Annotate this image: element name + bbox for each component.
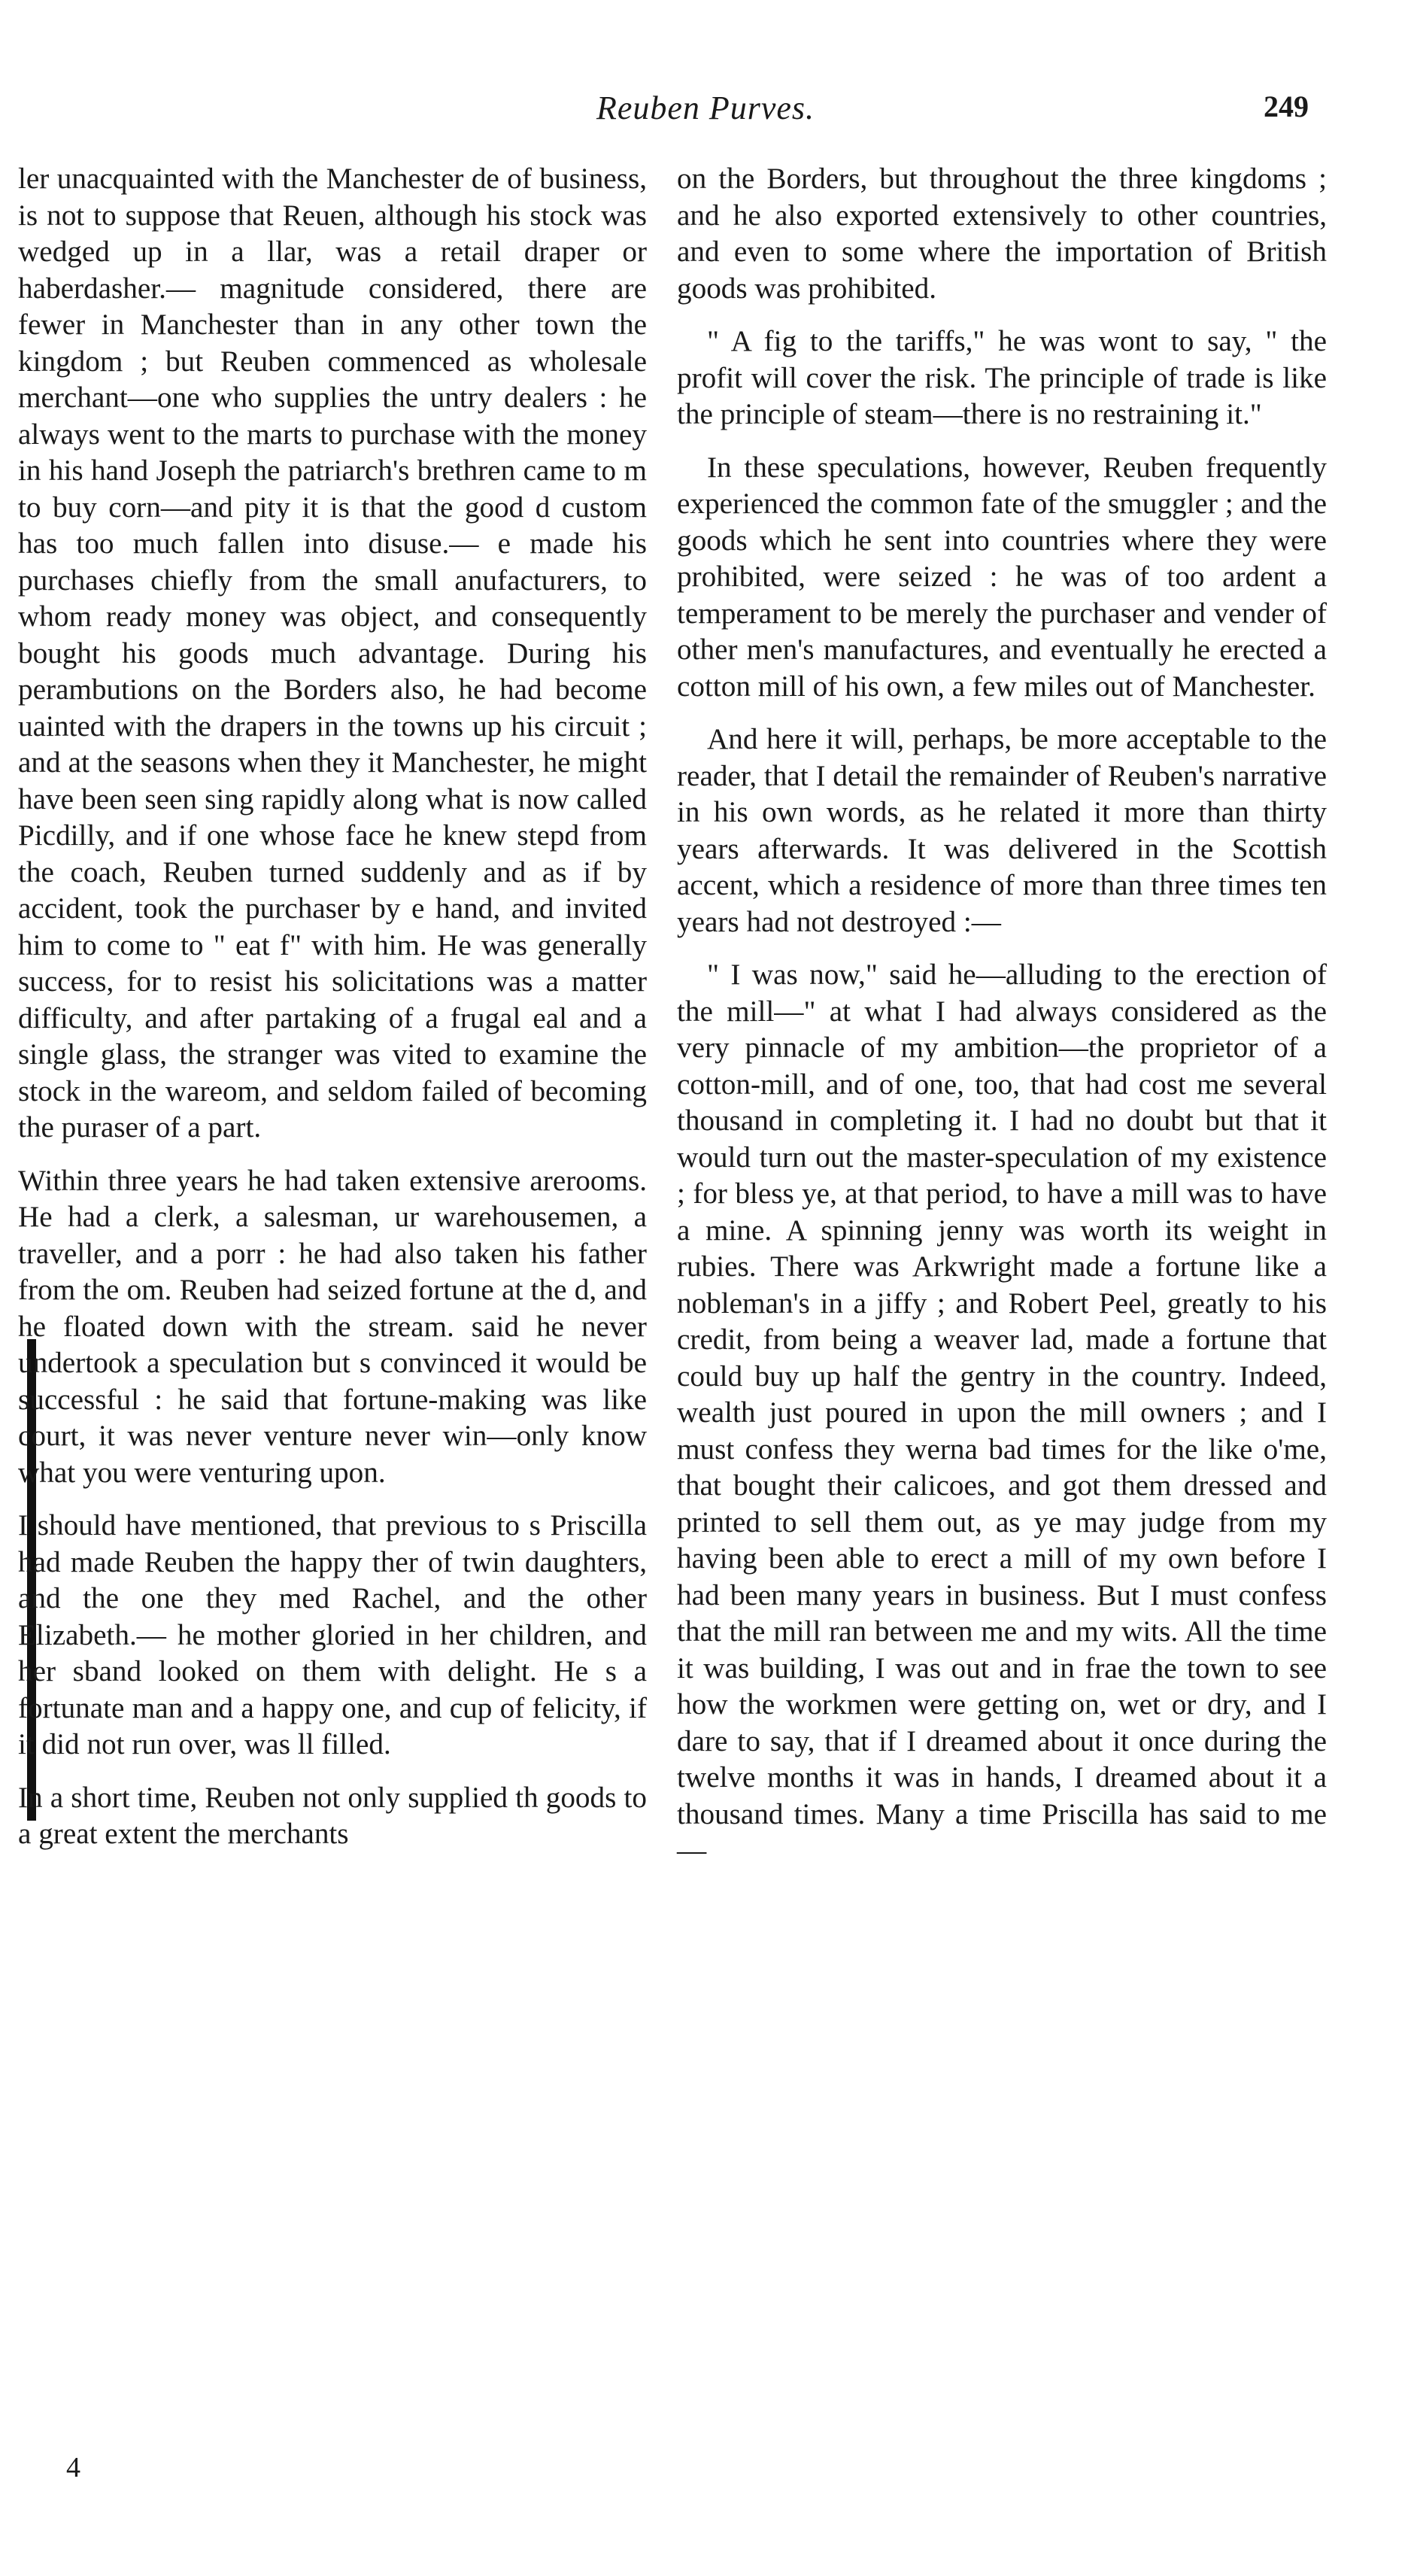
left-paragraph-1: ler unacquainted with the Manchester de of business, is not to suppose that Reuen, although his stock was wedged up in a llar, was a retail draper or haberdasher.— magnitude considered, there are fewer in Manchester than in any other town the kingdom ; but Reuben commenced as wholesale merchant—one who supplies the untry dealers : he always went to the marts to purchase with the money in his hand Joseph the patriarch's brethren came to m to buy corn—and pity it is that the good d custom has too much fallen into disuse.— e made his purchases chiefly from the small anufacturers, to whom ready money was object, and consequently bought his goods much advantage. During his perambutions on the Borders also, he had become uainted with the drapers in the towns up his circuit ; and at the seasons when they it Manchester, he might have been seen sing rapidly along what is now called Picdilly, and if one whose face he knew stepd from the coach, Reuben turned suddenly and as if by accident, took the purchaser by e hand, and invited him to come to " eat f" with him. He was generally success, for to resist his solicitations was a matter difficulty, and after partaking of a frugal eal and a single glass, the stranger was vited to examine the stock in the wareom, and seldom failed of becoming the puraser of a part. — [18, 163, 647, 1144]
right-paragraph-3: In these speculations, however, Reuben frequently experienced the common fate of the smuggler ; and the goods which he sent into countries where they were prohibited, were seized : he was of too ardent a temperament to be merely the purchaser and vender of other men's manufactures, and eventually he erected a cotton mill of his own, a few miles out of Manchester. — [677, 451, 1327, 703]
right-paragraph-2: " A fig to the tariffs," he was wont to say, " the profit will cover the risk. The principle of trade is like the principle of steam—there is no restraining it." — [677, 325, 1327, 430]
page-header — [0, 89, 1411, 149]
right-paragraph-1: on the Borders, but throughout the three kingdoms ; and he also exported extensively to other countries, and even to some where the importation of British goods was prohibited. — [677, 163, 1327, 305]
right-paragraph-5: " I was now," said he—alluding to the erection of the mill—" at what I had always considered as the very pinnacle of my ambition—the proprietor of a cotton-mill, and of one, too, that had cost me several thousand in completing it. I had no doubt but that it would turn out the master-speculation of my existence ; for bless ye, at that period, to have a mill was to have a mine. A spinning jenny was worth its weight in rubies. There was Arkwright made a fortune like a nobleman's in a jiffy ; and Robert Peel, greatly to his credit, from being a weaver lad, made a fortune that could buy up half the gentry in the country. Indeed, wealth just poured in upon the mill owners ; and I must confess they werna bad times for the like o'me, that bought their calicoes, and got them dressed and printed to sell them out, as ye may judge from my having been able to erect a mill of my own before I had been many years in business. But I must confess that the mill ran between me and my wits. All the time it was building, I was out and in frae the town to see how the workmen were getting on, wet or dry, and I dare to say, that if I dreamed about it once during the twelve months it was in hands, I dreamed about it a thousand times. Many a time Priscilla has said to me— — [677, 958, 1327, 1867]
right-column — [677, 161, 1327, 1886]
left-paragraph-4: In a short time, Reuben not only supplied th goods to a great extent the merchants — [18, 1781, 647, 1850]
signature-mark: 4 — [66, 2452, 80, 2483]
left-paragraph-2: Within three years he had taken extensive arerooms. He had a clerk, a salesman, ur warehousemen, a traveller, and a porr : he had also taken his father from the om. Reuben had seized fortune at the d, and he floated down with the stream. said he never undertook a speculation but s convinced it would be successful : he said that fortune-making was like court, it was never venture never win—only know what you were venturing upon. — [18, 1164, 647, 1489]
left-column — [18, 161, 647, 1870]
page-number: 249 — [1264, 90, 1309, 123]
left-paragraph-3: I should have mentioned, that previous to s Priscilla had made Reuben the happy ther of twin daughters, and the one they med Rachel, and the other Elizabeth.— he mother gloried in her children, and her sband looked on them with delight. He s a fortunate man and a happy one, and cup of felicity, if it did not run over, was ll filled. — [18, 1509, 647, 1760]
right-paragraph-4: And here it will, perhaps, be more acceptable to the reader, that I detail the remainder of Reuben's narrative in his own words, as he related it more than thirty years afterwards. It was delivered in the Scottish accent, which a residence of more than three times ten years had not destroyed :— — [677, 723, 1327, 938]
running-title: Reuben Purves. — [596, 90, 815, 126]
